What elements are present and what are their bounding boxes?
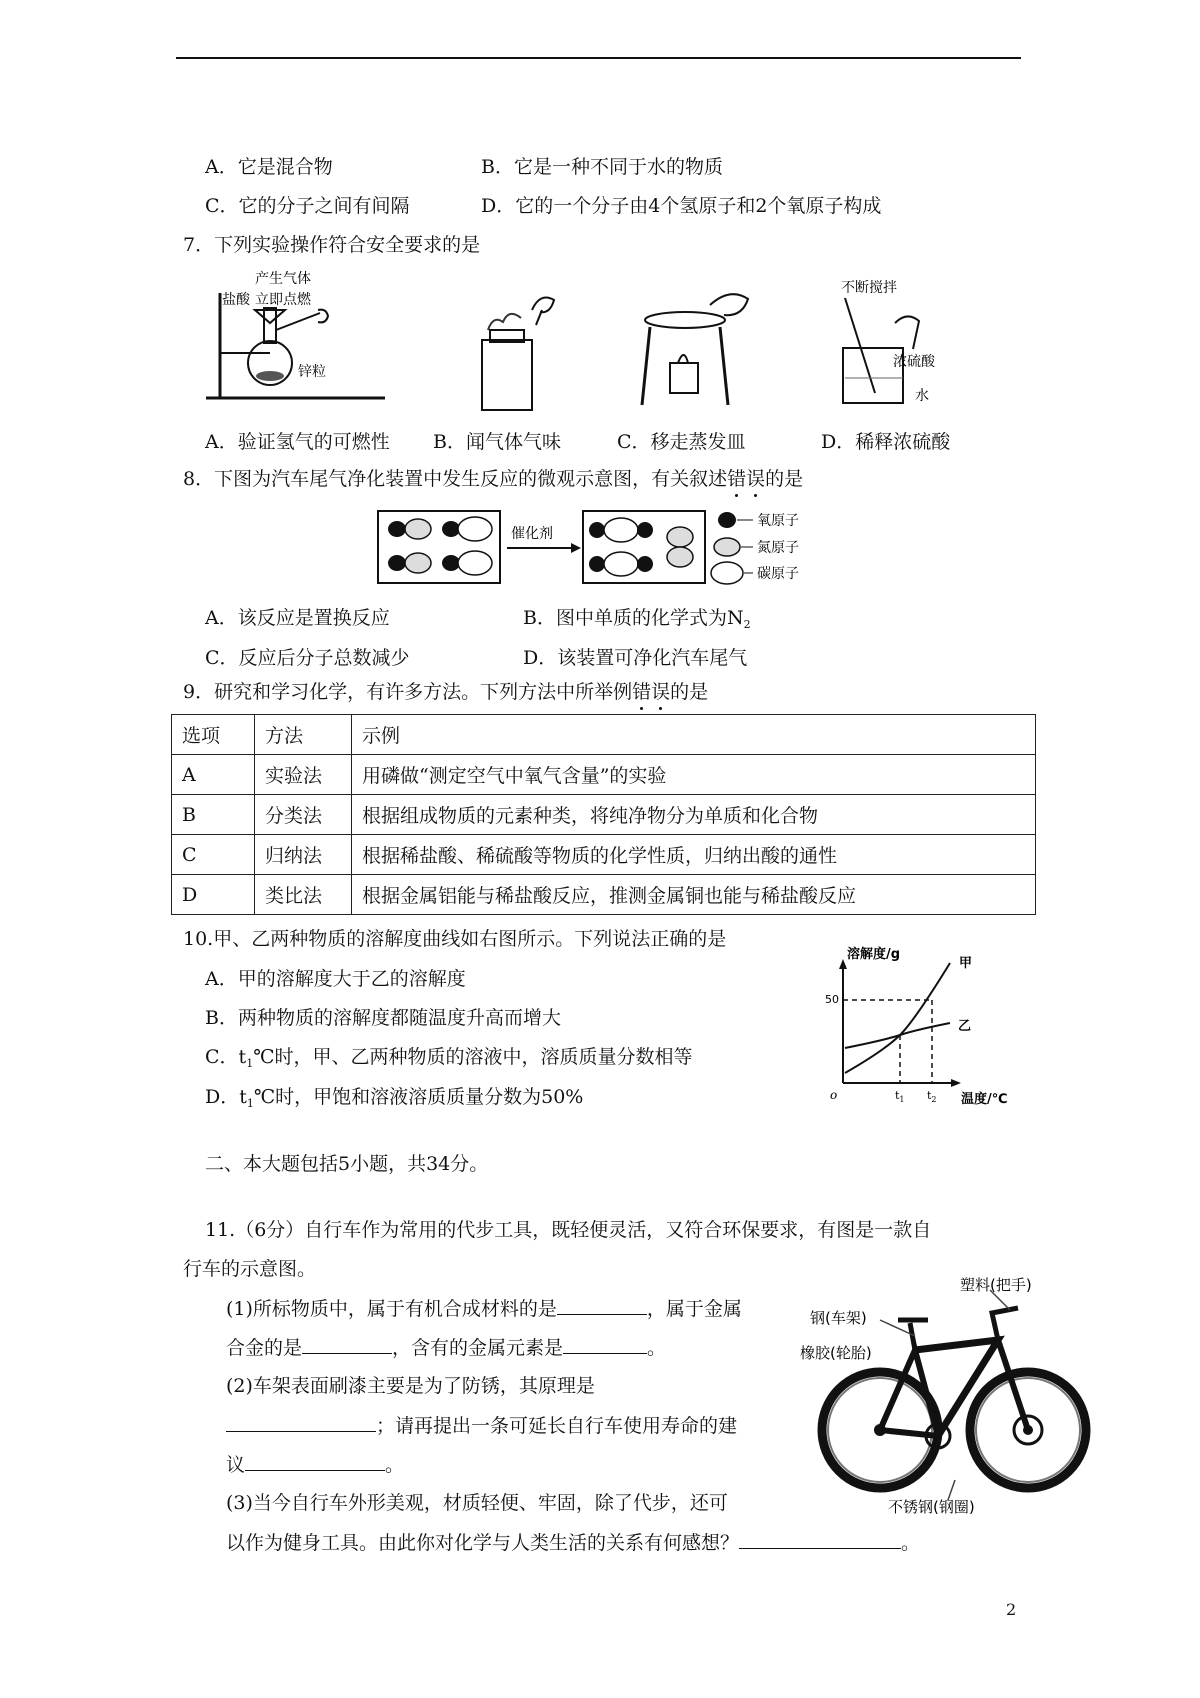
answer-blank[interactable]	[245, 1452, 385, 1471]
header-rule	[176, 57, 1021, 59]
q11-part3-line2: 以作为健身工具。由此你对化学与人类生活的关系有何感想？ 。	[226, 1532, 921, 1554]
q6-option-a: A．它是混合物	[205, 156, 333, 178]
table-header-row	[172, 715, 1036, 755]
q8-option-a: A．该反应是置换反应	[205, 607, 390, 629]
q7-option-a: A．验证氢气的可燃性	[205, 431, 390, 453]
table-cell: 用磷做“测定空气中氧气含量”的实验	[352, 755, 1036, 795]
series-jia-label: 甲	[959, 956, 973, 971]
label-zinc: 锌粒	[298, 364, 326, 380]
table-cell: 根据组成物质的元素种类，将纯净物分为单质和化合物	[352, 795, 1036, 835]
label-stainless-rim: 不锈钢(钢圈)	[888, 1498, 975, 1516]
y-axis-label: 溶解度/g	[847, 947, 901, 962]
table-row	[172, 795, 1036, 835]
q6-option-b: B．它是一种不同于水的物质	[481, 156, 723, 178]
header-cell: 方法	[255, 715, 352, 755]
label-acid: 盐酸	[222, 292, 250, 308]
q7-figure-d	[825, 278, 975, 408]
table-cell: 根据稀盐酸、稀硫酸等物质的化学性质，归纳出酸的通性	[352, 835, 1036, 875]
label-water: 水	[915, 388, 929, 404]
q7-option-d: D．稀释浓硫酸	[821, 431, 951, 453]
x-tick-t1: $t_1$	[895, 1089, 905, 1104]
q6-option-c: C．它的分子之间有间隔	[205, 195, 410, 217]
q8-stem: 8．下图为汽车尾气净化装置中发生反应的微观示意图，有关叙述错误的是	[183, 468, 804, 490]
q10-stem: 10.甲、乙两种物质的溶解度曲线如右图所示。下列说法正确的是	[183, 928, 727, 950]
legend-oxygen: 氧原子	[757, 513, 799, 529]
series-yi-label: 乙	[958, 1019, 972, 1034]
q10-option-d: D．$t_1℃$时，甲饱和溶液溶质质量分数为50%	[205, 1086, 584, 1110]
q11-part1-line1: (1)所标物质中，属于有机合成材料的是 ，属于金属	[226, 1298, 742, 1320]
catalyst-label: 催化剂	[511, 526, 553, 542]
table-cell: 分类法	[255, 795, 352, 835]
q7-stem: 7．下列实验操作符合安全要求的是	[183, 234, 481, 256]
q11-part2-line1: (2)车架表面刷漆主要是为了防锈，其原理是	[226, 1375, 595, 1397]
q9-stem: 9．研究和学习化学，有许多方法。下列方法中所举例错误的是	[183, 681, 709, 703]
label-ignite: 立即点燃	[255, 292, 311, 308]
q7-figure-c	[640, 285, 760, 410]
q10-option-c: C．$t_1℃$时，甲、乙两种物质的溶液中，溶质质量分数相等	[205, 1046, 693, 1070]
q8-option-b: B．图中单质的化学式为$N_2$	[523, 607, 751, 631]
answer-blank[interactable]	[226, 1413, 376, 1432]
q8-option-d: D．该装置可净化汽车尾气	[523, 647, 748, 669]
table-row	[172, 755, 1036, 795]
legend-nitrogen: 氮原子	[757, 540, 799, 556]
table-cell: A	[172, 755, 255, 795]
q8-option-c: C．反应后分子总数减少	[205, 647, 410, 669]
table-cell: C	[172, 835, 255, 875]
q9-table	[171, 714, 1036, 915]
origin-label: o	[830, 1088, 838, 1102]
table-row	[172, 835, 1036, 875]
q7-figure-a	[200, 268, 390, 408]
q11-part2-line3: 议 。	[226, 1454, 405, 1476]
q7-option-c: C．移走蒸发皿	[617, 431, 746, 453]
q10-option-a: A．甲的溶解度大于乙的溶解度	[205, 968, 466, 990]
answer-blank[interactable]	[563, 1335, 647, 1354]
q11-line2: 行车的示意图。	[183, 1258, 317, 1280]
header-cell: 示例	[352, 715, 1036, 755]
table-cell: 根据金属铝能与稀盐酸反应，推测金属铜也能与稀盐酸反应	[352, 875, 1036, 915]
q7-figure-b	[470, 285, 580, 415]
answer-blank[interactable]	[557, 1296, 647, 1315]
q10-option-b: B．两种物质的溶解度都随温度升高而增大	[205, 1007, 561, 1029]
table-cell: 归纳法	[255, 835, 352, 875]
page-number: 2	[1006, 1600, 1017, 1619]
label-rubber-tire: 橡胶(轮胎)	[800, 1344, 872, 1362]
q7-option-b: B．闻气体气味	[433, 431, 561, 453]
label-sulfuric: 浓硫酸	[893, 354, 935, 370]
bicycle-figure	[800, 1268, 1095, 1516]
table-cell: 实验法	[255, 755, 352, 795]
section-heading: 二、本大题包括5小题，共34分。	[205, 1153, 489, 1175]
label-plastic-handle: 塑料(把手)	[960, 1276, 1032, 1294]
table-cell: B	[172, 795, 255, 835]
q11-part1-line2: 合金的是 ，含有的金属元素是 。	[226, 1337, 667, 1359]
x-tick-t2: $t_2$	[927, 1089, 937, 1104]
table-cell: 类比法	[255, 875, 352, 915]
y-tick-50: 50	[825, 993, 839, 1006]
q6-option-d: D．它的一个分子由4个氢原子和2个氧原子构成	[481, 195, 882, 217]
legend-carbon: 碳原子	[757, 566, 799, 582]
q11-line1: 11.（6分）自行车作为常用的代步工具，既轻便灵活，又符合环保要求，有图是一款自	[205, 1219, 932, 1241]
table-cell: D	[172, 875, 255, 915]
q8-reaction-diagram	[375, 508, 845, 588]
label-stir: 不断搅拌	[841, 280, 897, 296]
series-yi-line	[845, 1023, 950, 1048]
x-axis-label: 温度/℃	[961, 1092, 1008, 1107]
answer-blank[interactable]	[739, 1530, 901, 1549]
solubility-chart	[825, 945, 1025, 1115]
header-cell: 选项	[172, 715, 255, 755]
table-row	[172, 875, 1036, 915]
q11-part3-line1: (3)当今自行车外形美观，材质轻便、牢固，除了代步，还可	[226, 1492, 728, 1514]
q11-part2-line2: ；请再提出一条可延长自行车使用寿命的建	[226, 1413, 737, 1438]
label-steel-frame: 钢(车架)	[810, 1309, 867, 1327]
label-gas: 产生气体	[255, 271, 311, 287]
series-jia-line	[845, 963, 950, 1073]
answer-blank[interactable]	[302, 1335, 392, 1354]
